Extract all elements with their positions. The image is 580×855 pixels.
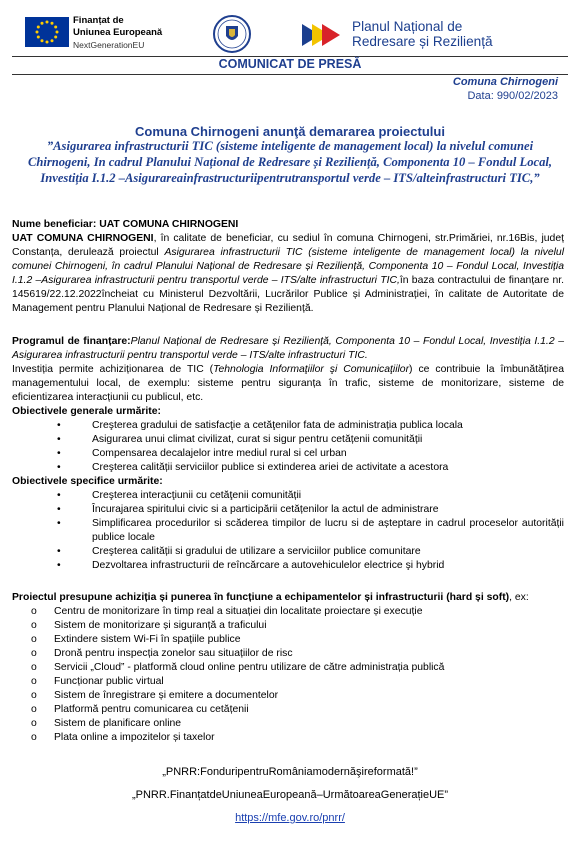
list-item: • Dezvoltarea infrastructurii de reîncărcare a autovehiculelor electrice şi hybrid [57,560,445,571]
list-item: o Servicii „Cloud” - platformă cloud online pentru utilizare de către administrația publică [31,662,445,673]
pnrr-label [352,19,552,49]
bullet-icon: • [57,434,61,445]
document-date: Data: 990/02/2023 [467,90,558,102]
list-item: • Creşterea calității serviciilor publice si extinderea ariei de activitate a acestora [57,462,449,473]
beneficiary-label: Nume beneficiar: UAT COMUNA CHIRNOGENI [12,219,239,230]
program-name: Planul Național de Redresare și Reziliență, Componenta 10 – Fondul Local, Investiția I.1.2 –Asigurarea infrastructurii pentru transportul verde – ITS/alte infrastructuri TIC. [12,336,564,361]
beneficiary-paragraph [12,232,564,316]
acquisition-list [12,605,564,745]
main-title: Comuna Chirnogeni anunţă demararea proiectului [135,124,445,139]
general-objectives-label: Obiectivele generale urmărite: [12,406,161,417]
circle-bullet-icon: o [31,690,37,701]
beneficiary-text2: în baza contractului de finanțare nr. 145619/22.12.2022încheiat cu Ministerul Dezvoltării, Lucrărilor Publice și Administrației, în calitate de Autoritate de Management pentru Planului Național de Redresare și Reziliență. [12,275,564,314]
circle-bullet-icon: o [31,676,37,687]
list-item: • Creşterea gradului de satisfacţie a cetăţenilor fata de administrația publica locala [57,420,463,431]
list-item: o Centru de monitorizare în timp real a situației din localitate proiectare și execuție [31,606,423,617]
circle-bullet-icon: o [31,704,37,715]
eu-line1: Finanțat de [73,15,124,26]
acquisition-intro [12,591,564,605]
circle-bullet-icon: o [31,662,37,673]
pnrr-logo [302,21,346,49]
program-label: Programul de finanțare: [12,336,131,347]
investment-text1: Investiția permite achiziționarea de TIC ( [12,364,214,375]
general-objectives-list [12,419,564,475]
pnrr-line1: Planul Național de [352,19,463,34]
eu-line2: Uniunea Europeană [73,27,163,38]
list-item: o Sistem de planificare online [31,718,182,729]
press-release-heading: COMUNICAT DE PRESĂ [218,57,362,71]
bullet-icon: • [57,420,61,431]
list-item: o Extindere sistem Wi-Fi în spațiile publice [31,634,241,645]
bullet-icon: • [57,448,61,459]
investment-text2: ) ce contribuie la îmbunătățirea managementului local, de exemplu: sisteme pentru siguranța în trafic, sisteme de monitorizare, sisteme de eficientizarea interacțiunii cu publicul, etc. [12,364,564,403]
list-item: • Creşterea interacţiunii cu cetăţenii comunității [57,490,302,501]
tic-definition: Tehnologia Informaţiilor şi Comunicaţiilor [213,364,410,375]
circle-bullet-icon: o [31,606,37,617]
list-item: o Plata online a impozitelor și taxelor [31,732,215,743]
list-item: • Compensarea decalajelor intre mediul rural si cel urban [57,448,347,459]
circle-bullet-icon: o [31,634,37,645]
bullet-icon: • [57,546,61,557]
title-divider [12,74,568,75]
bullet-icon: • [57,462,61,473]
list-item: • Asigurarea unui climat civilizat, curat si sigur pentru cetățenii comunității [57,434,423,445]
investment-paragraph [12,363,564,405]
program-paragraph [12,335,564,363]
beneficiary-text1: , în calitate de beneficiar, cu sediul în comuna Chirnogeni, str.Primăriei, nr.16Bis, județ Constanța, derulează proiectul [12,233,564,258]
specific-objectives-list [12,489,564,573]
list-item: o Sistem de înregistrare și emitere a documentelor [31,690,279,701]
location: Comuna Chirnogeni [452,76,558,88]
list-item: o Dronă pentru inspecția zonelor sau situațiilor de risc [31,648,293,659]
eu-flag-logo [25,17,69,47]
bullet-icon: • [57,490,61,501]
acquisition-suffix: , ex: [509,592,529,603]
circle-bullet-icon: o [31,620,37,631]
footer-link-wrap [0,812,580,824]
list-item: • Simplificarea procedurilor si scăderea timpilor de lucru si de așteptare in cadrul proceselor autorității publice locale [57,518,564,543]
acquisition-label: Proiectul presupune achiziția și punerea în funcțiune a echipamentelor și infrastructurii (hard și soft) [12,592,510,603]
eu-stars-icon [25,17,69,47]
program-section [12,335,564,573]
slogan-2: „PNRR.FinanțatdeUniuneaEuropeană–UrmătoareaGenerațieUE” [131,789,449,801]
eu-funding-label [73,15,193,51]
list-item: o Sistem de monitorizare și siguranță a traficului [31,620,267,631]
bullet-icon: • [57,560,61,571]
romanian-government-logo [210,14,254,54]
specific-objectives-label: Obiectivele specifice urmărite: [12,476,163,487]
circle-bullet-icon: o [31,718,37,729]
circle-bullet-icon: o [31,732,37,743]
bullet-icon: • [57,504,61,515]
beneficiary-lead: UAT COMUNA CHIRNOGENI [12,233,154,244]
list-item: o Platformă pentru comunicarea cu cetățenii [31,704,249,715]
slogan-1: „PNRR:FonduripentruRomâniamodernăşireformată!” [162,766,418,778]
acquisition-section [12,591,564,745]
list-item: • Creşterea calității si gradului de utilizare a serviciilor publice comunitare [57,546,421,557]
pnrr-website-link[interactable]: https://mfe.gov.ro/pnrr/ [235,812,345,824]
pnrr-line2: Redresare și Reziliență [352,34,493,49]
project-subtitle: ”Asigurarea infrastructurii TIC (sisteme inteligente de management local) la nivelul comunei Chirnogeni, In cadrul Planului Național de Redresare și Reziliență, Componenta 10 – Fondul Local, Investiția I.1.2 –Asigurareainfrastructuriipentrutransportul verde – ITS/alteinfrastructuri TIC,” [27,139,553,185]
circle-bullet-icon: o [31,648,37,659]
beneficiary-section [12,218,564,316]
list-item: o Funcționar public virtual [31,676,164,687]
beneficiary-project-name: Asigurarea infrastructurii TIC (sisteme inteligente de management local) la nivelul comunei Chirnogeni, în cadrul Planului Național de Redresare și Reziliență, Componenta 10 – Fondul Local, Investiția I.1.2 –Asigurarea infrastructurii pentru transportul verde – ITS/alte infrastructuri TIC, [12,247,565,286]
bullet-icon: • [57,518,61,529]
list-item: • Încurajarea spiritului civic si a participării cetățenilor la actul de administrare [57,504,439,515]
eu-line3: NextGenerationEU [73,40,145,50]
